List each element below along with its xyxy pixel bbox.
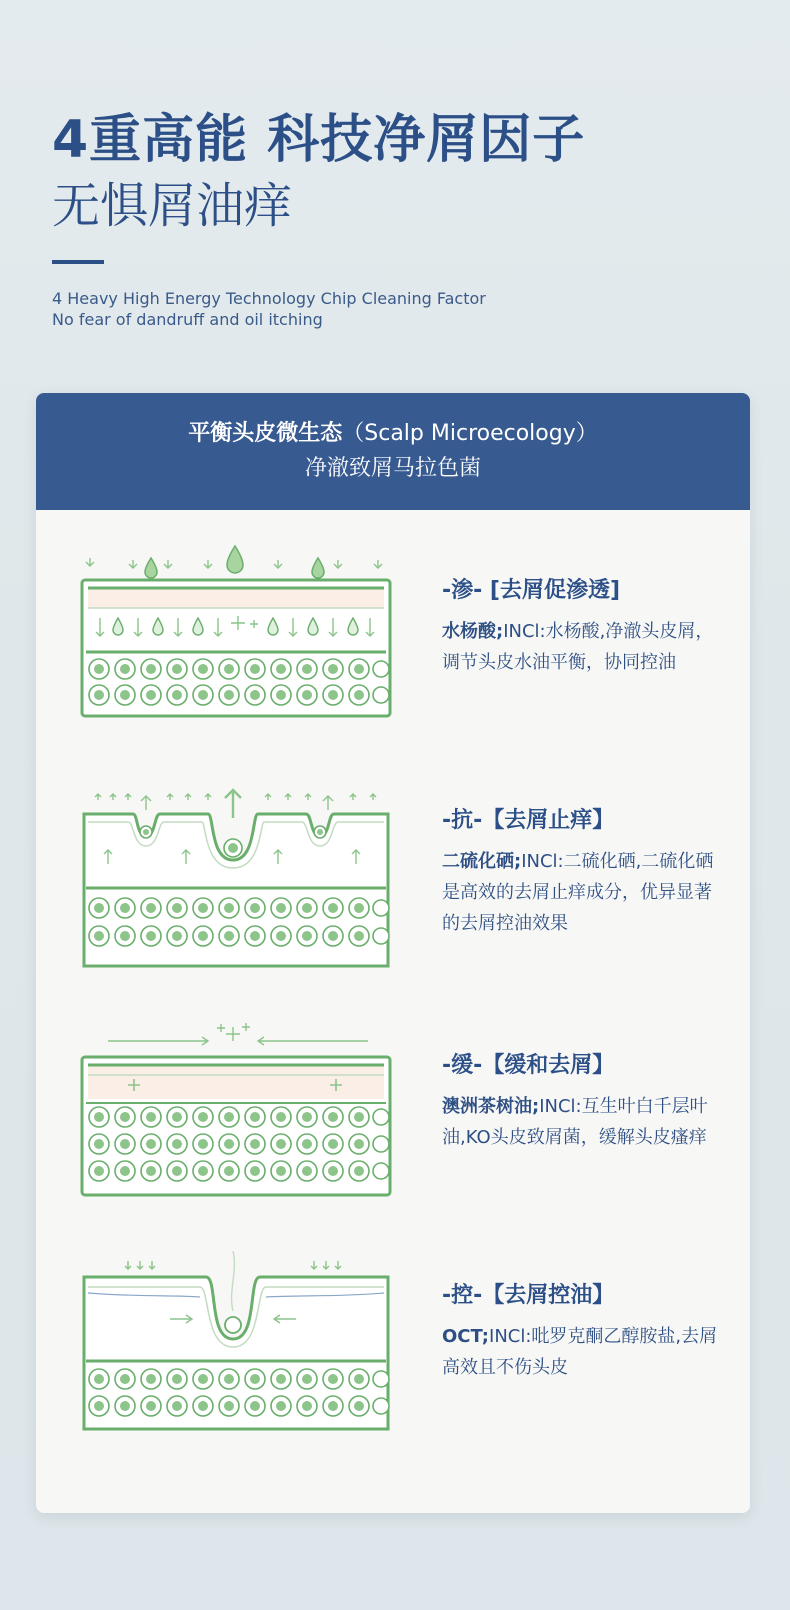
english-line-1: 4 Heavy High Energy Technology Chip Cleaning Factor [52,289,486,308]
info-card [36,393,750,1513]
feature-description [442,846,722,939]
title-divider [52,260,104,264]
ingredient-detail: INCl:二硫化硒,二硫化硒是高效的去屑止痒成分，优异显著的去屑控油效果 [442,851,714,934]
feature-description [442,1091,722,1153]
ingredient-detail: INCl:吡罗克酮乙醇胺盐,去屑高效且不伤头皮 [442,1326,718,1378]
soothing-illustration [78,1021,398,1201]
ingredient-name: 水杨酸; [442,621,504,642]
anti-itch-illustration [78,788,398,968]
ingredient-detail: INCl:互生叶白千层叶油,KO头皮致屑菌，缓解头皮瘙痒 [442,1096,708,1148]
feature-text-4 [442,1281,722,1383]
sub-title: 无惧屑油痒 [52,178,293,234]
feature-label: -控-【去屑控油】 [442,1283,615,1308]
ingredient-detail: INCl:水杨酸,净澈头皮屑，调节头皮水油平衡，协同控油 [442,621,714,673]
feature-description [442,1321,722,1383]
english-caption [52,288,752,330]
card-subheading: 净澈致屑马拉色菌 [304,456,481,481]
main-title: 4重高能 科技净屑因子 [52,110,586,170]
feature-label: -缓-【缓和去屑】 [442,1053,615,1078]
feature-text-3 [442,1051,722,1153]
oil-control-illustration [78,1251,398,1431]
card-header [36,393,750,510]
card-heading [36,418,750,450]
card-heading-cn: 平衡头皮微生态 [188,421,343,446]
skin-penetration-illustration [78,538,398,718]
feature-label: -渗- [去屑促渗透] [442,578,621,603]
ingredient-name: OCT; [442,1326,490,1347]
feature-text-2 [442,806,722,939]
ingredient-name: 澳洲茶树油; [442,1096,540,1117]
feature-description [442,616,722,678]
ingredient-name: 二硫化硒; [442,851,522,872]
english-line-2: No fear of dandruff and oil itching [52,310,323,329]
feature-text-1 [442,576,722,678]
feature-label: -抗-【去屑止痒】 [442,808,615,833]
hero [52,108,752,330]
card-heading-en: （Scalp Microecology） [342,421,598,446]
